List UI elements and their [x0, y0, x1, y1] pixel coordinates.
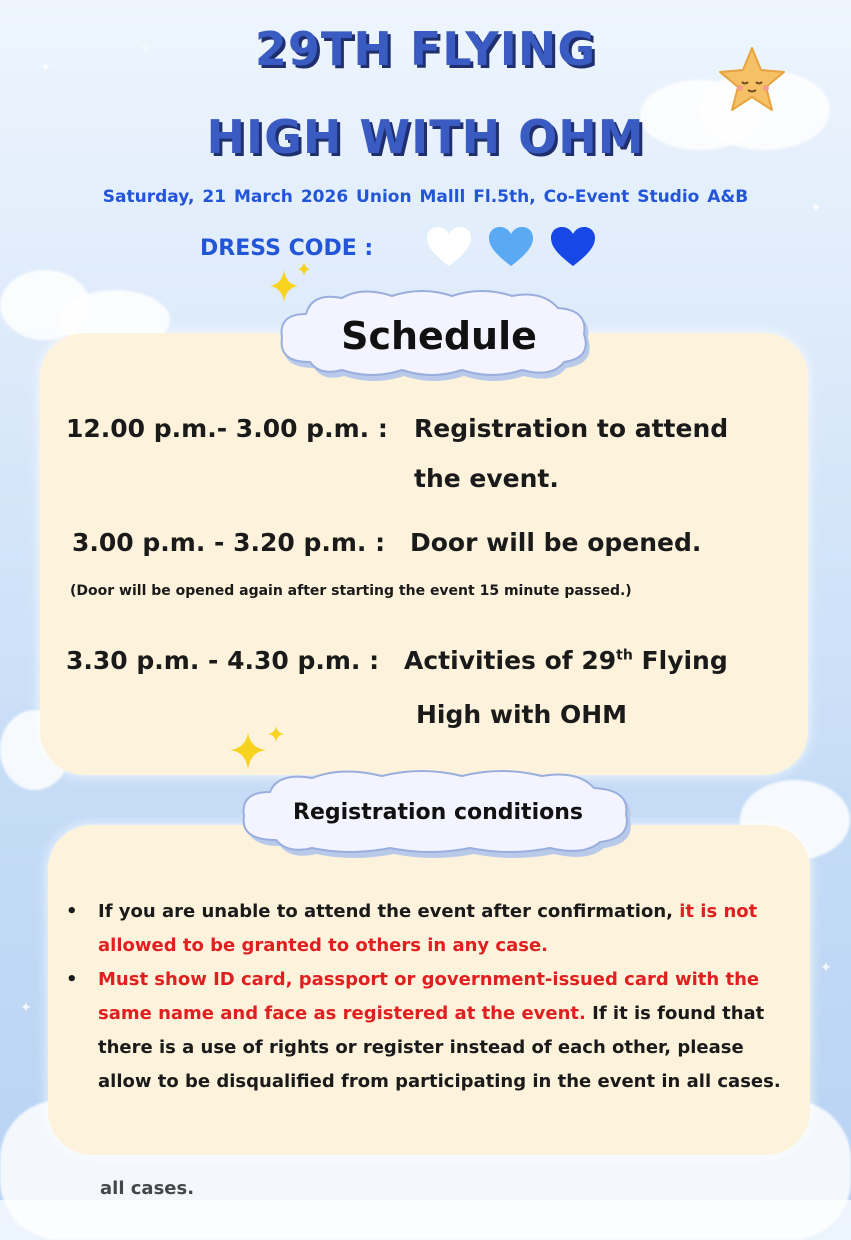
event-details: Saturday, 21 March 2026 Union Malll Fl.5th, Co-Event Studio A&B	[102, 187, 749, 207]
bullet: •	[66, 969, 78, 990]
star-icon: ✧	[140, 40, 152, 56]
condition-warning-text: it is not allowed to be granted to others in any case.	[98, 901, 758, 956]
bullet: •	[66, 901, 78, 922]
condition-text: If it is found that there is a use of rights or register instead of each other, please allow to be disqualified from participating in the event in all cases.	[98, 1003, 781, 1092]
star-icon: ✦	[810, 200, 822, 216]
star-icon: ✦	[20, 1000, 32, 1016]
schedule-heading-bubble	[274, 290, 604, 386]
overflow-text: all cases.	[100, 1178, 195, 1199]
white-heart-icon	[425, 226, 473, 268]
ordinal-suffix: th	[616, 647, 633, 664]
page-title-line1: 29TH FLYING	[254, 22, 597, 76]
registration-condition-1	[66, 895, 786, 963]
registration-heading: Registration conditions	[293, 800, 583, 825]
page-title-line2: HIGH WITH OHM	[206, 110, 645, 164]
star-icon: ✦	[40, 60, 52, 76]
condition-text: If you are unable to attend the event after confirmation,	[98, 901, 680, 922]
dark-blue-heart-icon	[549, 226, 597, 268]
schedule-activity-1-line1: Registration to attend	[414, 414, 729, 443]
schedule-time-2: 3.00 p.m. - 3.20 p.m. :	[72, 528, 386, 557]
star-icon: ✦	[820, 960, 832, 976]
schedule-activity-3-text: Activities of 29	[404, 646, 617, 675]
schedule-activity-3-text-end: Flying	[632, 646, 728, 675]
registration-heading-bubble	[236, 770, 640, 862]
condition-warning-text: Must show ID card, passport or government-issued card with the same name and face as registered at the event.	[98, 969, 760, 1024]
light-blue-heart-icon	[487, 226, 535, 268]
schedule-activity-2: Door will be opened.	[410, 528, 702, 557]
schedule-time-3: 3.30 p.m. - 4.30 p.m. :	[66, 646, 380, 675]
schedule-time-1: 12.00 p.m.- 3.00 p.m. :	[66, 414, 388, 443]
schedule-heading: Schedule	[341, 314, 537, 358]
schedule-activity-3-line1	[404, 646, 728, 675]
dress-code-label: DRESS CODE :	[200, 236, 374, 261]
schedule-activity-3-line2: High with OHM	[416, 700, 628, 729]
schedule-note: (Door will be opened again after starting the event 15 minute passed.)	[70, 583, 632, 599]
sparkle-icon	[226, 726, 290, 774]
schedule-activity-1-line2: the event.	[414, 464, 559, 493]
registration-condition-2	[66, 963, 786, 1099]
